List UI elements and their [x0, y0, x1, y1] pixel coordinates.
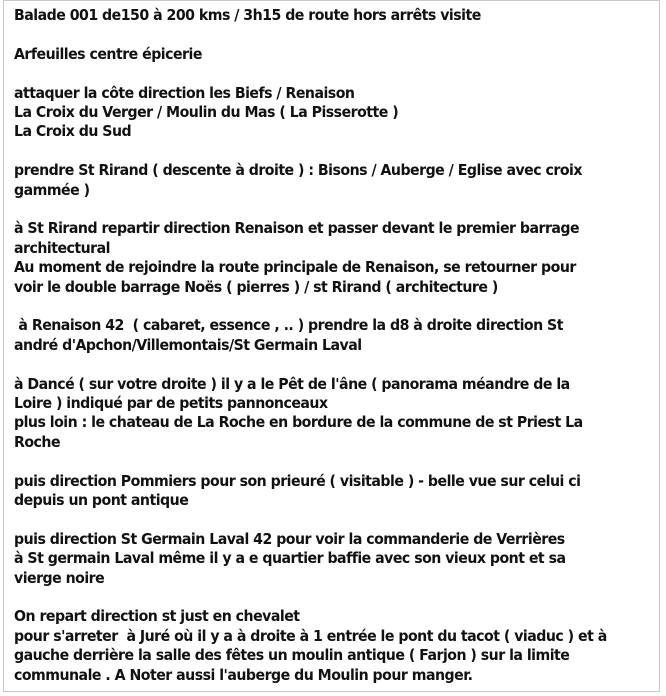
- paragraph-line: à Dancé ( sur votre droite ) il y a le Pêt de l'âne ( panorama méandre de la: [14, 374, 570, 393]
- start-point-line: Arfeuilles centre épicerie: [14, 44, 202, 63]
- paragraph-line: puis direction Pommiers pour son prieuré ( visitable ) - belle vue sur celui ci: [14, 471, 581, 490]
- paragraph-line: gammée ): [14, 180, 90, 199]
- paragraph-line: vierge noire: [14, 568, 105, 587]
- blank-line: [14, 452, 609, 471]
- paragraph-line: depuis un pont antique: [14, 491, 189, 510]
- paragraph-line: puis direction St Germain Laval 42 pour voir la commanderie de Verrières: [14, 529, 565, 548]
- paragraph-line: prendre St Rirand ( descente à droite ) : Bisons / Auberge / Eglise avec croix: [14, 161, 582, 180]
- blank-line: [14, 297, 609, 316]
- paragraph-line: La Croix du Verger / Moulin du Mas ( La Pisserotte ): [14, 103, 399, 121]
- paragraph-line: On repart direction st just en chevalet: [14, 607, 300, 626]
- route-title-line: Balade 001 de150 à 200 kms / 3h15 de route hors arrêts visite: [14, 6, 481, 24]
- paragraph-line: à St Rirand repartir direction Renaison et passer devant le premier barrage: [14, 219, 580, 238]
- paragraph-line: Au moment de rejoindre la route principale de Renaison, se retourner pour: [14, 258, 576, 277]
- paragraph-line: voir le double barrage Noës ( pierres ) / st Rirand ( architecture ): [14, 277, 498, 296]
- paragraph-line: à Renaison 42 ( cabaret, essence , .. ) prendre la d8 à droite direction St: [14, 316, 563, 335]
- blank-line: [14, 510, 609, 529]
- paragraph-line: pour s'arreter à Juré où il y a à droite à 1 entrée le pont du tacot ( viaduc ) et à: [14, 626, 607, 645]
- paragraph-line: à St germain Laval même il y a e quartier baffie avec son vieux pont et sa: [14, 549, 566, 568]
- paragraph-line: Loire ) indiqué par de petits pannonceaux: [14, 394, 328, 413]
- paragraph-line: gauche derrière la salle des fêtes un moulin antique ( Farjon ) sur la limite: [14, 646, 570, 665]
- paragraph-line: architectural: [14, 238, 110, 257]
- paragraph-line: plus loin : le chateau de La Roche en bordure de la commune de st Priest La: [14, 413, 583, 432]
- paragraph-line: attaquer la côte direction les Biefs / Renaison: [14, 83, 355, 102]
- document-body: [14, 6, 609, 685]
- blank-line: [14, 142, 609, 161]
- blank-line: [14, 588, 609, 607]
- document-frame: [3, 0, 660, 692]
- paragraph-line: andré d'Apchon/Villemontais/St Germain Laval: [14, 335, 362, 354]
- blank-line: [14, 355, 609, 374]
- paragraph-line: communale . A Noter aussi l'auberge du Moulin pour manger.: [14, 665, 473, 684]
- blank-line: [14, 64, 609, 83]
- blank-line: [14, 200, 609, 219]
- blank-line: [14, 25, 609, 44]
- paragraph-line: Roche: [14, 432, 61, 451]
- paragraph-line: La Croix du Sud: [14, 122, 132, 141]
